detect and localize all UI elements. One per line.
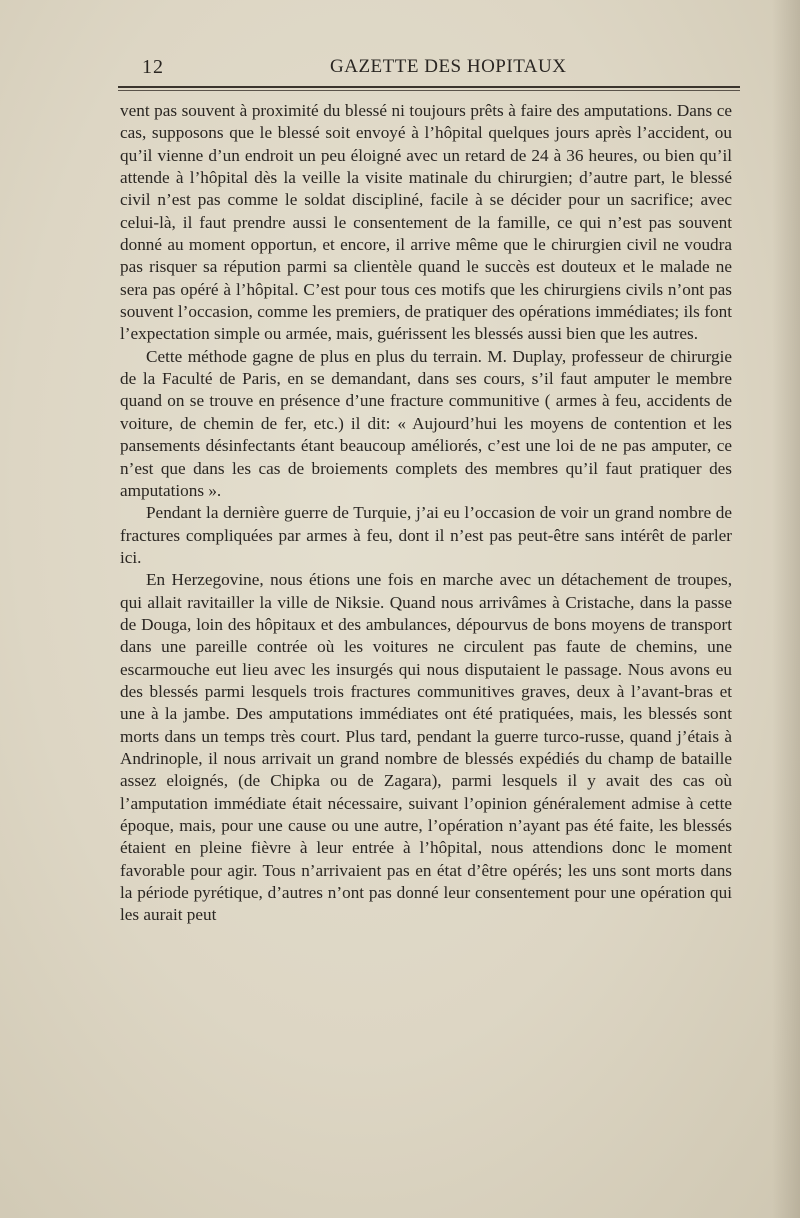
header-rule-thin <box>118 90 740 91</box>
paragraph: Cette méthode gagne de plus en plus du terrain. M. Duplay, professeur de chirurgie de la Faculté de Paris, en se demandant, dans ses cours, s’il faut amputer le membre quand on se trouve en présence d’une fracture communitive ( armes à feu, accidents de voiture, de chemin de fer, etc.) il dit: « Aujourd’hui les moyens de contention et les pansements désinfectants étant beaucoup améliorés, c’est une loi de ne pas amputer, ce n’est que dans les cas de broiements complets des membres qu’il faut pratiquer des amputations ». <box>120 346 732 500</box>
running-header <box>118 56 740 86</box>
article-body <box>120 100 732 927</box>
header-rule <box>118 86 740 88</box>
paragraph: Pendant la dernière guerre de Turquie, j’ai eu l’occasion de voir un grand nombre de fractures compliquées par armes à feu, dont il n’est pas peut-être sans intérêt de parler ici. <box>120 503 732 567</box>
journal-title: GAZETTE DES HOPITAUX <box>330 56 567 77</box>
paragraph-continuation: vent pas souvent à proximité du blessé ni toujours prêts à faire des amputations. Dans ce cas, supposons que le blessé soit envoyé à l’hôpital quelques jours après l’accident, ou qu’il vienne d’un endroit un peu éloigné avec un retard de 24 à 36 heures, ou bien qu’il attende à l’hôpital dès la veille la visite matinale du chirurgien; d’autre part, le blessé civil n’est pas comme le soldat discipliné, facile à se décider pour un sacrifice; avec celui-là, il faut prendre aussi le consentement de la famille, ce qui n’est pas souvent donné au moment opportun, et encore, il arrive même que le chirurgien civil ne voudra pas risquer sa répution parmi sa clientèle quand le succès est douteux et le malade ne sera pas opéré à l’hôpital. C’est pour tous ces motifs que les chirurgiens civils n’ont pas souvent l’occasion, comme les premiers, de pratiquer des opérations immédiates; ils font l’expectation simple ou armée, mais, guérissent les blessés aussi bien que les autres. <box>120 101 732 344</box>
page-number: 12 <box>142 56 164 78</box>
paragraph: En Herzegovine, nous étions une fois en marche avec un détachement de troupes, qui allait ravitailler la ville de Niksie. Quand nous arrivâmes à Cristache, dans la passe de Douga, loin des hôpitaux et des ambulances, dépourvus de bons moyens de transport dans une pareille contrée où les voitures ne circulent pas faute de chemins, une escarmouche eut lieu avec les insurgés qui nous disputaient le passage. Nous avons eu des blessés parmi lesquels trois fractures communitives graves, deux à l’avant-bras et une à la jambe. Des amputations immédiates ont été pratiquées, mais, les blessés sont morts dans un temps très court. Plus tard, pendant la guerre turco-russe, quand j’étais à Andrinople, il nous arrivait un grand nombre de blessés expédiés du champ de bataille assez eloignés, (de Chipka ou de Zagara), parmi lesquels il y avait des cas où l’amputation immédiate était nécessaire, suivant l’opinion généralement admise à cette époque, mais, pour une cause ou une autre, l’opération n’ayant pas été faite, les blessés étaient en pleine fièvre à leur entrée à l’hôpital, nous attendions donc le moment favorable pour agir. Tous n’arrivaient pas en état d’être opérés; les uns sont morts dans la période pyrétique, d’autres n’ont pas donné leur consentement pour une opération qui les aurait peut <box>120 570 732 925</box>
